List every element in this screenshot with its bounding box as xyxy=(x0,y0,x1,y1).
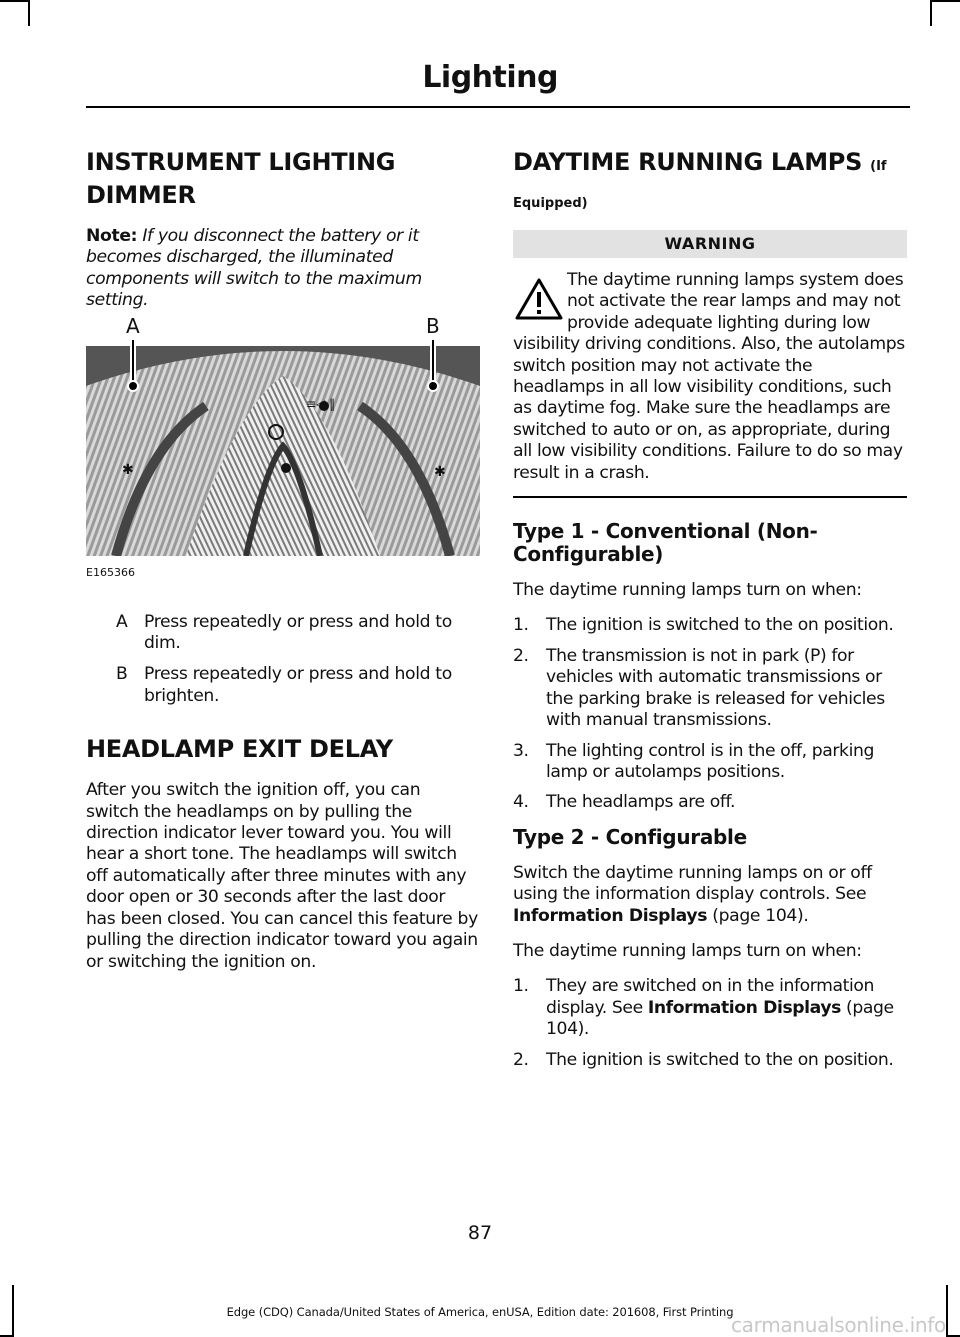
legend-text: Press repeatedly or press and hold to dim. xyxy=(144,611,452,654)
list-number: 4. xyxy=(513,792,529,813)
page-reference: (page 104). xyxy=(546,997,894,1040)
footer-edition: Edge (CDQ) Canada/United States of America, enUSA, Edition date: 201608, First Printing xyxy=(226,1305,734,1319)
type1-list xyxy=(513,615,907,813)
section-heading-instrument-lighting xyxy=(86,146,478,212)
legend-row-a xyxy=(86,612,478,655)
type2-paragraph xyxy=(513,863,907,927)
list-number: 2. xyxy=(513,645,529,666)
note-text: If you disconnect the battery or it becomes discharged, the illuminated components will switch to the maximum setting. xyxy=(86,226,422,311)
callout-b: B xyxy=(426,313,440,338)
callout-lines xyxy=(86,326,480,406)
svg-text:≡◁ ‖: ≡◁ ‖ xyxy=(306,396,336,411)
note-paragraph xyxy=(86,226,478,312)
svg-text:✱: ✱ xyxy=(434,463,446,480)
headlamp-exit-delay-body: After you switch the ignition off, you can switch the headlamps on by pulling the direction indicator lever toward you. You will hear a short tone. The headlamps will switch off automatically after three minutes with any door open or 30 seconds after the last door has been closed. You can cancel this feature by pulling the direction indicator toward you again or switching the ignition on. xyxy=(86,780,478,972)
legend-key: A xyxy=(116,611,128,632)
crop-mark xyxy=(0,0,30,2)
crop-mark xyxy=(930,0,960,2)
warning-body xyxy=(513,270,907,484)
svg-text:✱: ✱ xyxy=(122,461,134,478)
callout-a: A xyxy=(126,313,140,338)
list-text: The headlamps are off. xyxy=(546,792,736,813)
right-column xyxy=(513,146,907,1083)
type1-heading: Type 1 - Conventional (Non-Configurable) xyxy=(513,519,818,567)
list-text: The ignition is switched to the on position. xyxy=(546,615,894,636)
list-item xyxy=(513,792,907,813)
legend-key: B xyxy=(116,664,128,685)
type2-intro: The daytime running lamps turn on when: xyxy=(513,940,862,961)
legend-row-b xyxy=(86,664,478,707)
drl-title: DAYTIME RUNNING LAMPS xyxy=(513,148,863,176)
drl-qualifier: (If Equipped) xyxy=(513,159,887,211)
legend-text: Press repeatedly or press and hold to brighten. xyxy=(144,664,452,706)
list-item xyxy=(513,1050,907,1071)
list-text: The transmission is not in park (P) for vehicles with automatic transmissions or the parking brake is released for vehicles with manual transmissions. xyxy=(546,645,885,731)
crop-mark xyxy=(28,0,30,26)
type2-list xyxy=(513,976,907,1071)
left-column xyxy=(86,146,478,987)
warning-banner: WARNING xyxy=(513,230,907,258)
figure-id: E165366 xyxy=(86,565,135,579)
page-title: Lighting xyxy=(422,60,558,95)
list-number: 3. xyxy=(513,740,529,761)
warning-triangle-icon xyxy=(513,270,565,326)
list-number: 1. xyxy=(513,976,529,997)
list-text-main: They are switched on in the information display. See xyxy=(546,976,874,1018)
cross-reference-link[interactable]: Information Displays xyxy=(513,905,708,926)
cross-reference-link[interactable]: Information Displays xyxy=(647,997,841,1018)
type2-text: Switch the daytime running lamps on or off using the information display controls. See xyxy=(513,862,872,905)
header-rule xyxy=(86,106,910,108)
crop-mark xyxy=(930,0,932,26)
list-number: 1. xyxy=(513,615,529,636)
list-item xyxy=(513,976,907,1040)
watermark: carmanualsonline.info xyxy=(730,1313,946,1337)
heading-line-1: INSTRUMENT LIGHTING xyxy=(86,148,396,176)
note-label: Note: xyxy=(86,226,138,246)
list-text xyxy=(546,976,907,1040)
section-heading-headlamp-exit-delay: HEADLAMP EXIT DELAY xyxy=(86,735,393,764)
warning-rule xyxy=(513,496,907,498)
type2-heading: Type 2 - Configurable xyxy=(513,824,747,849)
type1-intro: The daytime running lamps turn on when: xyxy=(513,580,862,601)
dimmer-figure xyxy=(86,313,480,588)
figure-legend xyxy=(86,612,478,708)
heading-line-2: DIMMER xyxy=(86,181,196,209)
list-item xyxy=(513,741,907,784)
list-item xyxy=(513,615,907,636)
section-heading-daytime-running-lamps xyxy=(513,146,907,220)
list-item xyxy=(513,646,907,732)
warning-text: The daytime running lamps system does not activate the rear lamps and may not provide adequate lighting during low visibility driving conditions. Also, the autolamps switch position may not activate the headlamps in all low visibility conditions, such as daytime fog. Make sure the headlamps are switched to auto or on, as appropriate, during all low visibility conditions. Failure to do so may result in a crash. xyxy=(513,270,905,483)
page-number: 87 xyxy=(467,1222,493,1244)
list-number: 2. xyxy=(513,1049,529,1070)
list-text: The ignition is switched to the on position. xyxy=(546,1049,894,1070)
page-reference: (page 104). xyxy=(712,905,809,926)
list-text: The lighting control is in the off, parking lamp or autolamps positions. xyxy=(546,740,874,782)
